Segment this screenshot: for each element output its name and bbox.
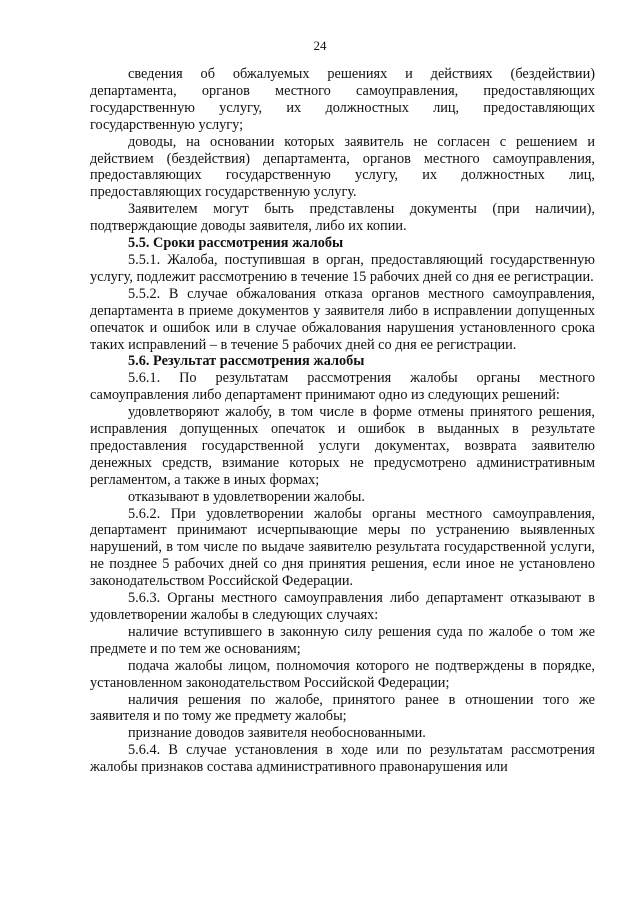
section-heading: 5.6. Результат рассмотрения жалобы: [128, 353, 365, 370]
paragraph: 5.6.4. В случае установления в ходе или по результатам рассмотрения жалобы признаков состава административного правонарушения или: [90, 742, 595, 776]
paragraph: удовлетворяют жалобу, в том числе в форме отмены принятого решения, исправления допущенных опечаток и ошибок в выданных в результате предоставления государственной услуги документах, возврата заявителю денежных средств, взимание которых не предусмотрено административным регламентом, а также в иных формах;: [90, 404, 595, 488]
paragraph: наличия решения по жалобе, принятого ранее в отношении того же заявителя и по тому же предмету жалобы;: [90, 691, 595, 725]
paragraph: 5.6.1. По результатам рассмотрения жалобы органы местного самоуправления либо департамент принимают одно из следующих решений:: [90, 370, 595, 404]
paragraph: отказывают в удовлетворении жалобы.: [128, 488, 365, 505]
document-body: [90, 66, 595, 776]
page-number: 24: [313, 38, 327, 53]
section-heading: 5.5. Сроки рассмотрения жалобы: [128, 235, 344, 252]
paragraph: доводы, на основании которых заявитель не согласен с решением и действием (бездействия) департамента, органов местного самоуправления, предоставляющих государственную услугу, их должностных лиц, предоставляющих государственную услугу.: [90, 133, 595, 201]
paragraph: Заявителем могут быть представлены документы (при наличии), подтверждающие доводы заявителя, либо их копии.: [90, 201, 595, 235]
paragraph: сведения об обжалуемых решениях и действиях (бездействии) департамента, органов местного самоуправления, предоставляющих государственную услугу, их должностных лиц, предоставляющих государственную услугу;: [90, 66, 595, 133]
paragraph: 5.6.2. При удовлетворении жалобы органы местного самоуправления, департамент принимают исчерпывающие меры по устранению выявленных нарушений, в том числе по выдаче заявителю результата государственной услуги, не позднее 5 рабочих дней со дня принятия решения, если иное не установлено законодательством Российской Федерации.: [90, 505, 595, 590]
paragraph: признание доводов заявителя необоснованными.: [128, 725, 426, 742]
paragraph: 5.6.3. Органы местного самоуправления либо департамент отказывают в удовлетворении жалобы в следующих случаях:: [90, 590, 595, 623]
paragraph: наличие вступившего в законную силу решения суда по жалобе о том же предмете и по тем же основаниям;: [90, 623, 595, 657]
paragraph: 5.5.1. Жалоба, поступившая в орган, предоставляющий государственную услугу, подлежит рассмотрению в течение 15 рабочих дней со дня ее регистрации.: [90, 251, 595, 285]
paragraph: 5.5.2. В случае обжалования отказа органов местного самоуправления, департамента в приеме документов у заявителя либо в исправлении допущенных опечаток и ошибок или в случае обжалования нарушения установленного срока таких исправлений – в течение 5 рабочих дней со дня ее регистрации.: [90, 285, 595, 353]
paragraph: подача жалобы лицом, полномочия которого не подтверждены в порядке, установленном законодательством Российской Федерации;: [90, 657, 595, 691]
